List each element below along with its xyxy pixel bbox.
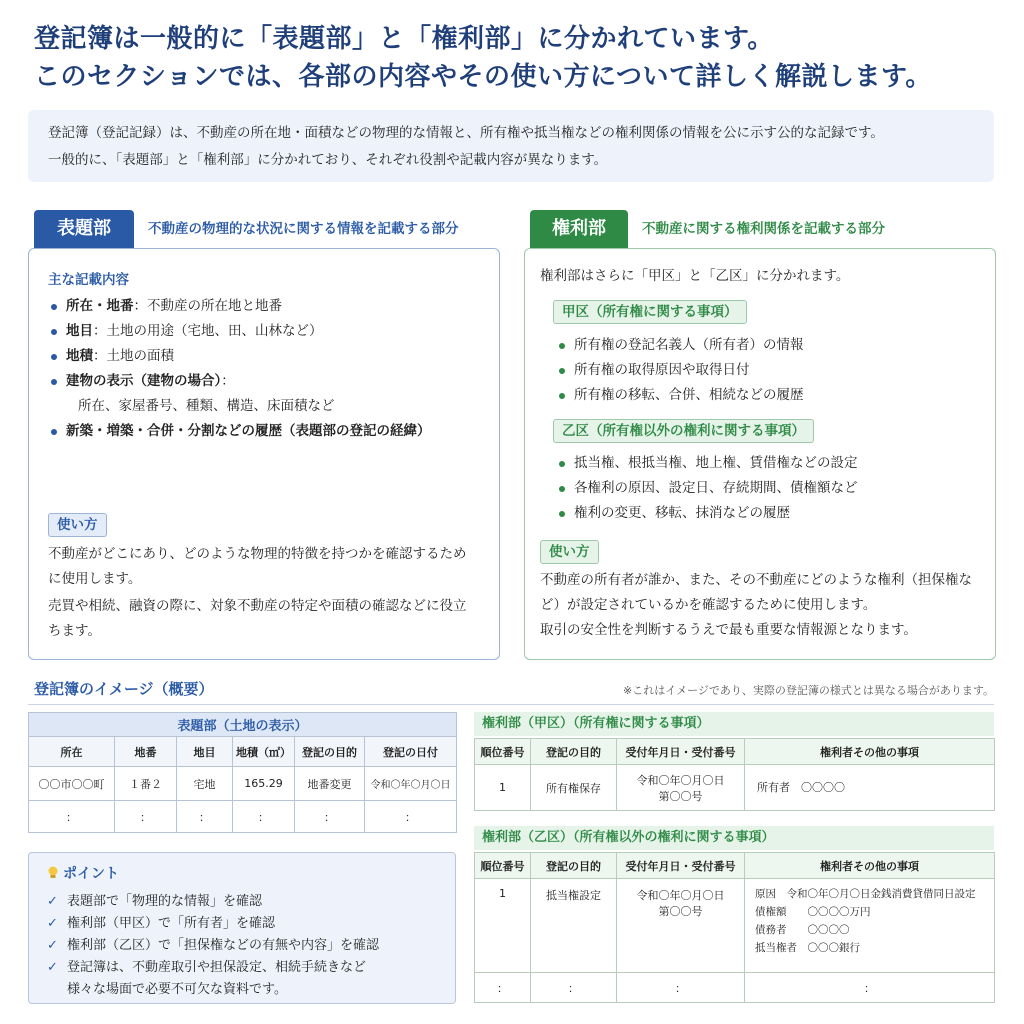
hyodaibu-usage-text-1: 不動産がどこにあり、どのような物理的特徴を持つかを確認するために使用します。 — [48, 546, 467, 587]
table-cell: 1 — [475, 765, 531, 811]
hyodaibu-list — [48, 294, 488, 444]
intro-box — [28, 110, 994, 182]
table-header: 権利者その他の事項 — [745, 739, 995, 765]
title-line-2: このセクションでは、各部の内容やその使い方について詳しく解説します。 — [34, 62, 932, 92]
check-icon: ✓ — [47, 938, 58, 953]
list-item: 新築・増築・合併・分割などの履歴（表題部の登記の経緯） — [48, 419, 488, 444]
image-section-title: 登記簿のイメージ（概要） — [34, 680, 214, 698]
table-cell: 所有権保存 — [531, 765, 617, 811]
table-header: 所在 — [29, 737, 115, 767]
table-cell: 抵当権設定 — [531, 879, 617, 973]
list-item: 建物の表示（建物の場合）： 所在、家屋番号、種類、構造、床面積など — [48, 369, 488, 419]
table-cell: 令和〇年〇月〇日 第〇〇号 — [617, 879, 745, 973]
point-list — [47, 891, 387, 1001]
otsuku-badge: 乙区（所有権以外の権利に関する事項） — [553, 419, 814, 443]
table-cell: 所有者 〇〇〇〇 — [745, 765, 995, 811]
kou-table — [474, 738, 995, 811]
table-header: 順位番号 — [475, 853, 531, 879]
table-row — [475, 973, 995, 1003]
table-cell: ： — [29, 801, 115, 833]
list-item: 地積：土地の面積 — [48, 344, 488, 369]
tab-hyodaibu: 表題部 — [34, 210, 134, 248]
table-header: 受付年月日・受付番号 — [617, 739, 745, 765]
list-item: ✓ 表題部で「物理的な情報」を確認 — [47, 891, 387, 913]
table-cell: ： — [365, 801, 457, 833]
list-item: 地目：土地の用途（宅地、田、山林など） — [48, 319, 488, 344]
kenribu-intro: 権利部はさらに「甲区」と「乙区」に分かれます。 — [540, 268, 850, 284]
table-header: 地目 — [177, 737, 233, 767]
table-cell: １番２ — [115, 767, 177, 801]
hyodaibu-usage-text-2: 売買や相続、融資の際に、対象不動産の特定や面積の確認などに役立ちます。 — [48, 598, 467, 639]
kenribu-usage-badge: 使い方 — [540, 540, 599, 564]
tab-kenribu: 権利部 — [530, 210, 628, 248]
hyodai-table-caption: 表題部（土地の表示） — [29, 713, 457, 737]
image-section-note: ※これはイメージであり、実際の登記簿の様式とは異なる場合があります。 — [622, 684, 994, 697]
table-header: 権利者その他の事項 — [745, 853, 995, 879]
table-cell: 令和〇年〇月〇日 第〇〇号 — [617, 765, 745, 811]
table-cell: ： — [531, 973, 617, 1003]
kouku-list — [556, 333, 976, 408]
kou-table-caption: 権利部（甲区）（所有権に関する事項） — [474, 712, 994, 736]
lightbulb-icon — [47, 866, 59, 880]
check-icon: ✓ — [47, 916, 58, 931]
table-header: 登記の目的 — [531, 853, 617, 879]
list-item: 抵当権、根抵当権、地上権、賃借権などの設定 — [556, 451, 976, 476]
table-cell: 〇〇市〇〇町 — [29, 767, 115, 801]
kouku-badge: 甲区（所有権に関する事項） — [553, 300, 747, 324]
table-cell: 165.29 — [233, 767, 295, 801]
table-cell: ： — [475, 973, 531, 1003]
check-icon: ✓ — [47, 894, 58, 909]
kenribu-description: 不動産に関する権利関係を記載する部分 — [642, 221, 885, 237]
list-item: ✓ 登記簿は、不動産取引や担保設定、相続手続きなど様々な場面で必要不可欠な資料です。 — [47, 957, 387, 1001]
otsu-table-caption: 権利部（乙区）（所有権以外の権利に関する事項） — [474, 826, 994, 850]
page-title — [34, 20, 994, 96]
title-line-1: 登記簿は一般的に「表題部」と「権利部」に分かれています。 — [34, 24, 774, 54]
table-header: 登記の日付 — [365, 737, 457, 767]
list-item: 権利の変更、移転、抹消などの履歴 — [556, 501, 976, 526]
table-header: 順位番号 — [475, 739, 531, 765]
hyodaibu-usage-badge: 使い方 — [48, 513, 107, 537]
hyodaibu-heading: 主な記載内容 — [48, 272, 129, 288]
table-header: 登記の目的 — [531, 739, 617, 765]
divider — [28, 704, 994, 705]
table-header: 受付年月日・受付番号 — [617, 853, 745, 879]
hyodaibu-description: 不動産の物理的な状況に関する情報を記載する部分 — [148, 221, 459, 237]
table-cell: 原因 令和〇年〇月〇日金銭消費貸借同日設定 債権額 〇〇〇〇万円 債務者 〇〇〇〇 抵当権者 〇〇〇銀行 — [745, 879, 995, 973]
table-header: 登記の目的 — [295, 737, 365, 767]
table-cell: ： — [115, 801, 177, 833]
intro-line-2: 一般的に、「表題部」と「権利部」に分かれており、それぞれ役割や記載内容が異なります。 — [48, 152, 608, 168]
table-header: 地積（㎡） — [233, 737, 295, 767]
list-item: 所有権の取得原因や取得日付 — [556, 358, 976, 383]
table-cell: 地番変更 — [295, 767, 365, 801]
otsuku-list — [556, 451, 976, 526]
table-row — [29, 801, 457, 833]
table-cell: ： — [745, 973, 995, 1003]
table-cell: 宅地 — [177, 767, 233, 801]
table-cell: ： — [295, 801, 365, 833]
kenribu-usage-text-1: 不動産の所有者が誰か、また、その不動産にどのような権利（担保権など）が設定されているかを確認するために使用します。 — [540, 572, 972, 613]
intro-line-1: 登記簿（登記記録）は、不動産の所在地・面積などの物理的な情報と、所有権や抵当権などの権利関係の情報を公に示す公的な記録です。 — [48, 125, 884, 141]
table-header: 地番 — [115, 737, 177, 767]
list-item: ✓ 権利部（乙区）で「担保権などの有無や内容」を確認 — [47, 935, 387, 957]
hyodai-table — [28, 712, 457, 833]
table-row — [475, 879, 995, 973]
list-item: 所有権の登記名義人（所有者）の情報 — [556, 333, 976, 358]
check-icon: ✓ — [47, 960, 58, 975]
kenribu-usage-text-2: 取引の安全性を判断するうえで最も重要な情報源となります。 — [540, 622, 917, 638]
point-heading: ポイント — [47, 863, 119, 883]
table-cell: ： — [177, 801, 233, 833]
otsu-table — [474, 852, 995, 1003]
table-cell: ： — [233, 801, 295, 833]
list-item: 各権利の原因、設定日、存続期間、債権額など — [556, 476, 976, 501]
list-item: 所在・地番：不動産の所在地と地番 — [48, 294, 488, 319]
table-cell: 1 — [475, 879, 531, 973]
list-item: 所有権の移転、合併、相続などの履歴 — [556, 383, 976, 408]
table-row — [29, 767, 457, 801]
point-box — [28, 852, 456, 1004]
list-item: ✓ 権利部（甲区）で「所有者」を確認 — [47, 913, 387, 935]
table-cell: ： — [617, 973, 745, 1003]
table-cell: 令和〇年〇月〇日 — [365, 767, 457, 801]
table-row — [475, 765, 995, 811]
